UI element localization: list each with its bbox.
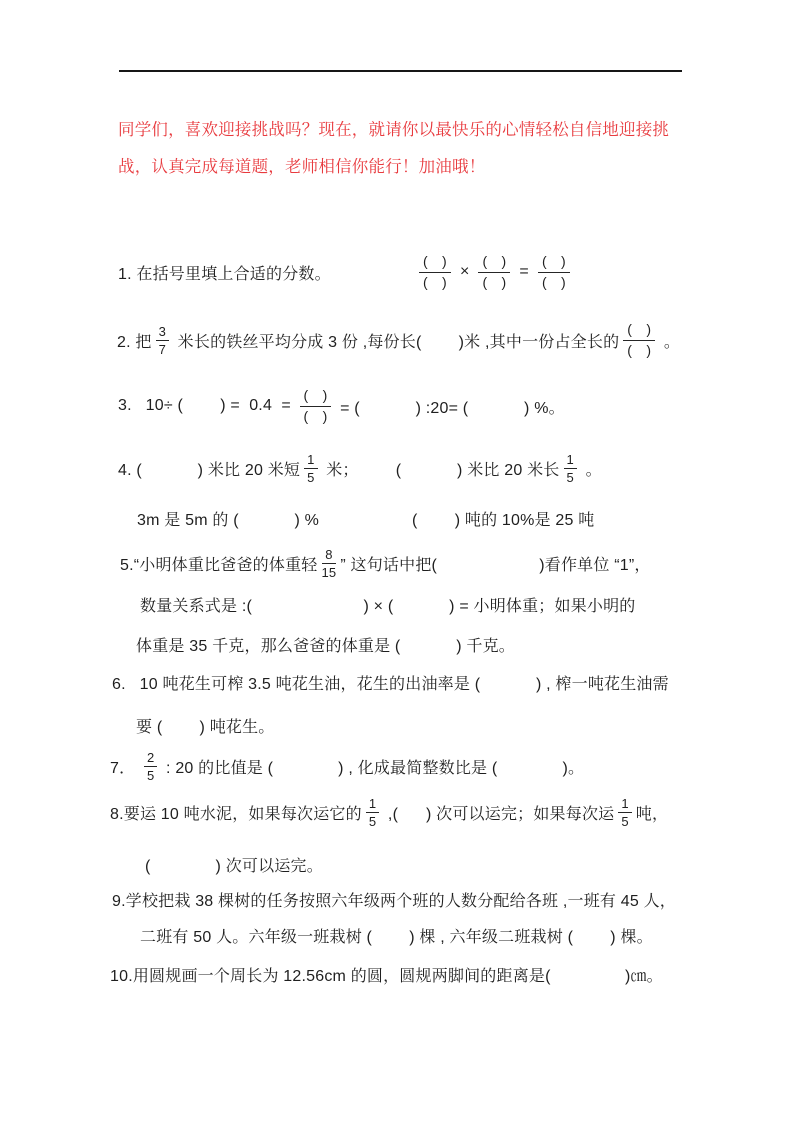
- q1-blank-fraction-1: [419, 253, 451, 291]
- q7-fraction-2-5: [144, 750, 157, 783]
- fraction-numerator: 1: [366, 796, 379, 813]
- fraction-denominator: 5: [368, 813, 377, 829]
- q4-fraction-1-5-b: [564, 452, 577, 485]
- question-3: [118, 382, 565, 430]
- q1-blank-fraction-3: [538, 253, 570, 291]
- fraction-numerator: 1: [564, 452, 577, 469]
- q4-text-2: 米； ( ) 米比 20 米长: [321, 461, 560, 479]
- fraction-numerator: 1: [618, 796, 631, 813]
- q4-text-1: 4. ( ) 米比 20 米短: [118, 461, 301, 479]
- fraction-numerator: ( ): [623, 321, 655, 341]
- q7-text-2: : 20 的比值是 ( ) , 化成最简整数比是 ( )。: [161, 759, 585, 777]
- question-10: 10.用圆规画一个周长为 12.56cm 的圆，圆规两脚间的距离是( )㎝。: [110, 968, 663, 985]
- q5-text-2: ” 这句话中把( )看作单位 “1”，: [340, 556, 651, 574]
- question-9-line-2: 二班有 50 人。六年级一班栽树 ( ) 棵 , 六年级二班栽树 ( ) 棵。: [140, 929, 653, 946]
- fraction-numerator: ( ): [538, 253, 570, 273]
- question-7: [110, 742, 584, 790]
- intro-text: 同学们，喜欢迎接挑战吗？现在，就请你以最快乐的心情轻松自信地迎接挑战，认真完成每道题，老师相信你能行！加油哦！: [118, 121, 670, 176]
- fraction-denominator: ( ): [541, 274, 566, 290]
- question-5-line-3: 体重是 35 千克，那么爸爸的体重是 ( ) 千克。: [136, 638, 515, 655]
- q4-fraction-1-5-a: [304, 452, 317, 485]
- q2-blank-fraction: [623, 321, 655, 359]
- q5-fraction-8-15: [321, 547, 336, 580]
- equals-operator: =: [519, 263, 529, 280]
- q4-text-3: 。: [580, 461, 602, 479]
- q8-text-2: ,( ) 次可以运完；如果每次运: [383, 805, 615, 823]
- q2-fraction-3-7: [156, 324, 169, 357]
- question-6-line-2: 要 ( ) 吨花生。: [136, 719, 275, 736]
- question-5-line-2: 数量关系式是 :( ) × ( ) = 小明体重；如果小明的: [140, 598, 636, 615]
- question-8-line-2: ( ) 次可以运完。: [145, 858, 323, 875]
- q5-text-1: 5.“小明体重比爸爸的体重轻: [120, 556, 318, 574]
- fraction-numerator: 3: [156, 324, 169, 341]
- fraction-denominator: 5: [621, 813, 629, 829]
- multiply-operator: ×: [459, 263, 470, 280]
- fraction-denominator: ( ): [482, 274, 507, 290]
- fraction-numerator: ( ): [478, 253, 510, 273]
- fraction-denominator: 15: [321, 564, 337, 580]
- fraction-numerator: ( ): [300, 387, 332, 407]
- question-2: [117, 316, 680, 364]
- question-9-line-1: 9.学校把栽 38 棵树的任务按照六年级两个班的人数分配给各班 ,一班有 45 人，: [112, 893, 677, 910]
- question-5-line-1: [120, 539, 651, 587]
- question-1-label: 1. 在括号里填上合适的分数。: [118, 265, 331, 283]
- fraction-denominator: ( ): [627, 342, 652, 358]
- q8-text-1: 8.要运 10 吨水泥，如果每次运它的: [110, 805, 362, 823]
- question-4-subline: 3m 是 5m 的 ( ) % ( ) 吨的 10%是 25 吨: [137, 512, 595, 529]
- fraction-denominator: ( ): [423, 274, 447, 290]
- q8-fraction-1-5-a: [366, 796, 379, 829]
- fraction-numerator: 8: [322, 547, 335, 564]
- fraction-numerator: ( ): [419, 253, 451, 273]
- fraction-denominator: 5: [566, 469, 574, 485]
- q3-text-2: = ( ) :20= ( ) %。: [335, 399, 565, 417]
- q1-blank-fraction-2: [478, 253, 510, 291]
- fraction-denominator: ( ): [303, 408, 328, 424]
- question-4: [118, 444, 602, 492]
- fraction-denominator: 5: [146, 767, 155, 783]
- question-1: [118, 248, 684, 296]
- q2-text-3: 。: [659, 333, 681, 351]
- fraction-numerator: 1: [304, 452, 317, 469]
- fraction-numerator: 2: [144, 750, 157, 767]
- q8-fraction-1-5-b: [618, 796, 631, 829]
- q2-text-2: 米长的铁丝平均分成 3 份 ,每份长( )米 ,其中一份占全长的: [173, 333, 620, 351]
- q3-blank-fraction: [300, 387, 332, 425]
- fraction-denominator: 5: [307, 469, 315, 485]
- q7-text-1: 7．: [110, 759, 140, 777]
- question-8-line-1: [110, 788, 668, 836]
- q8-text-3: 吨，: [635, 805, 669, 823]
- q3-text-1: 3. 10÷ ( ) = 0.4 =: [118, 397, 296, 414]
- fraction-denominator: 7: [158, 341, 167, 357]
- question-1-expression: [415, 253, 574, 291]
- q2-text-1: 2. 把: [117, 333, 152, 351]
- header-divider: [119, 70, 682, 72]
- question-6-line-1: 6. 10 吨花生可榨 3.5 吨花生油，花生的出油率是 ( ) , 榨一吨花生油需: [112, 676, 669, 693]
